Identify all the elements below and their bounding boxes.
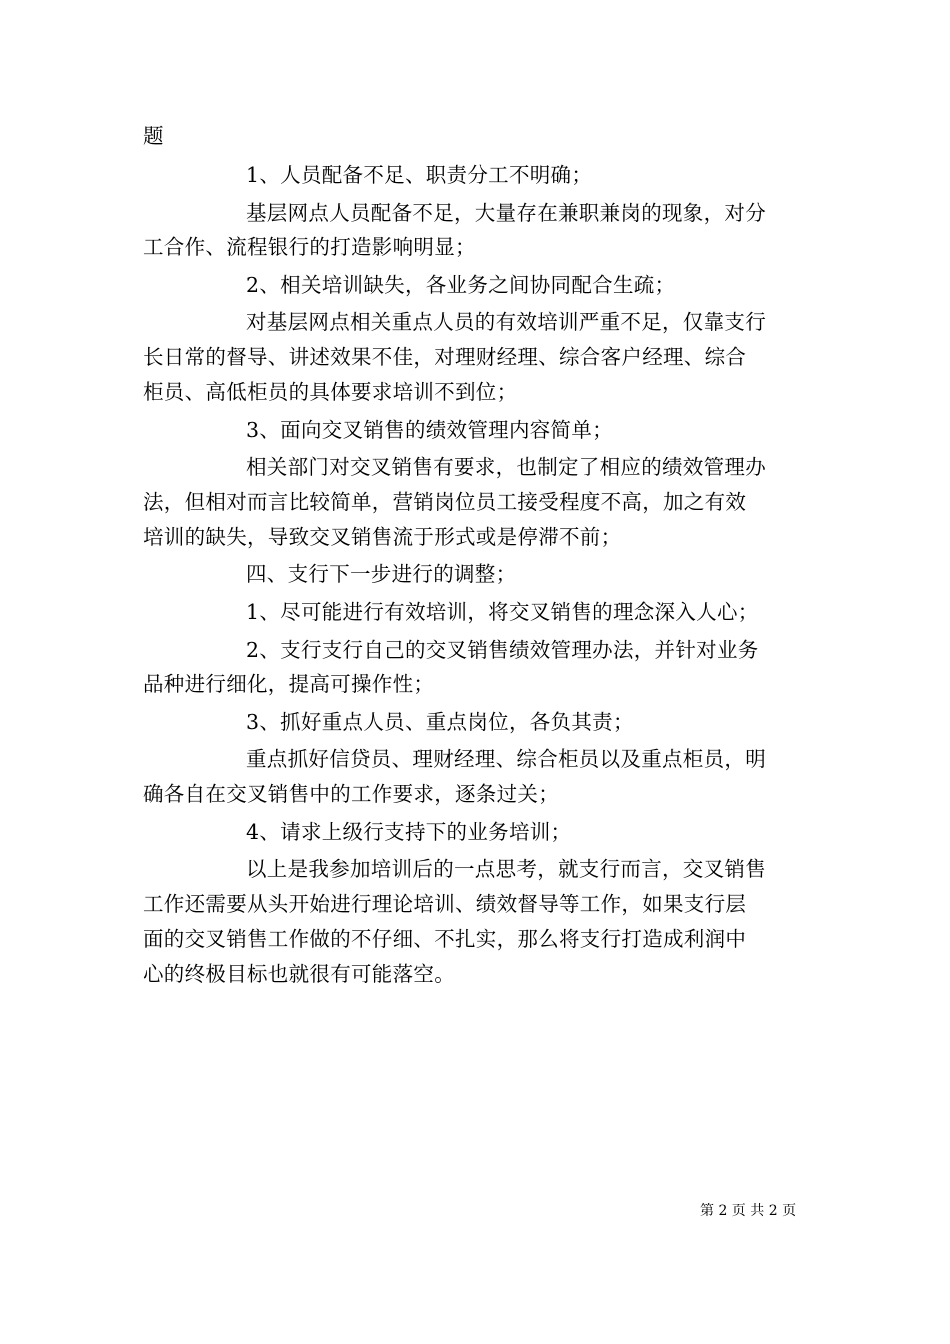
body-line-15: 2、支行支行自己的交叉销售绩效管理办法，并针对业务 <box>246 638 759 662</box>
page-number: 第 2 页 共 2 页 <box>700 1203 797 1219</box>
body-line-20: 4、请求上级行支持下的业务培训； <box>246 820 572 844</box>
body-line-16: 品种进行细化，提高可操作性； <box>143 672 435 696</box>
body-line-24: 心的终极目标也就很有可能落空。 <box>143 962 455 986</box>
body-line-5: 2、相关培训缺失，各业务之间协同配合生疏； <box>246 273 676 297</box>
body-line-12: 培训的缺失，导致交叉销售流于形式或是停滞不前； <box>143 525 622 549</box>
body-line-8: 柜员、高低柜员的具体要求培训不到位； <box>143 380 518 404</box>
body-line-21: 以上是我参加培训后的一点思考，就支行而言，交叉销售 <box>246 857 766 881</box>
body-line-17: 3、抓好重点人员、重点岗位，各负其责； <box>246 710 634 734</box>
body-line-7: 长日常的督导、讲述效果不佳，对理财经理、综合客户经理、综合 <box>143 345 747 369</box>
body-line-11: 法，但相对而言比较简单，营销岗位员工接受程度不高，加之有效 <box>143 490 747 514</box>
body-line-18: 重点抓好信贷员、理财经理、综合柜员以及重点柜员，明 <box>246 747 766 771</box>
body-line-4: 工合作、流程银行的打造影响明显； <box>143 235 476 259</box>
body-line-2: 1、人员配备不足、职责分工不明确； <box>246 163 593 187</box>
body-line-22: 工作还需要从头开始进行理论培训、绩效督导等工作，如果支行层 <box>143 892 747 916</box>
body-line-10: 相关部门对交叉销售有要求，也制定了相应的绩效管理办 <box>246 455 766 479</box>
body-line-23: 面的交叉销售工作做的不仔细、不扎实，那么将支行打造成利润中 <box>143 927 747 951</box>
body-line-3: 基层网点人员配备不足，大量存在兼职兼岗的现象，对分 <box>246 201 766 225</box>
body-line-14: 1、尽可能进行有效培训，将交叉销售的理念深入人心； <box>246 600 759 624</box>
body-line-1: 题 <box>143 124 164 148</box>
body-line-19: 确各自在交叉销售中的工作要求，逐条过关； <box>143 782 559 806</box>
body-line-6: 对基层网点相关重点人员的有效培训严重不足，仅靠支行 <box>246 310 766 334</box>
body-line-13: 四、支行下一步进行的调整； <box>246 562 517 586</box>
body-line-9: 3、面向交叉销售的绩效管理内容简单； <box>246 418 613 442</box>
